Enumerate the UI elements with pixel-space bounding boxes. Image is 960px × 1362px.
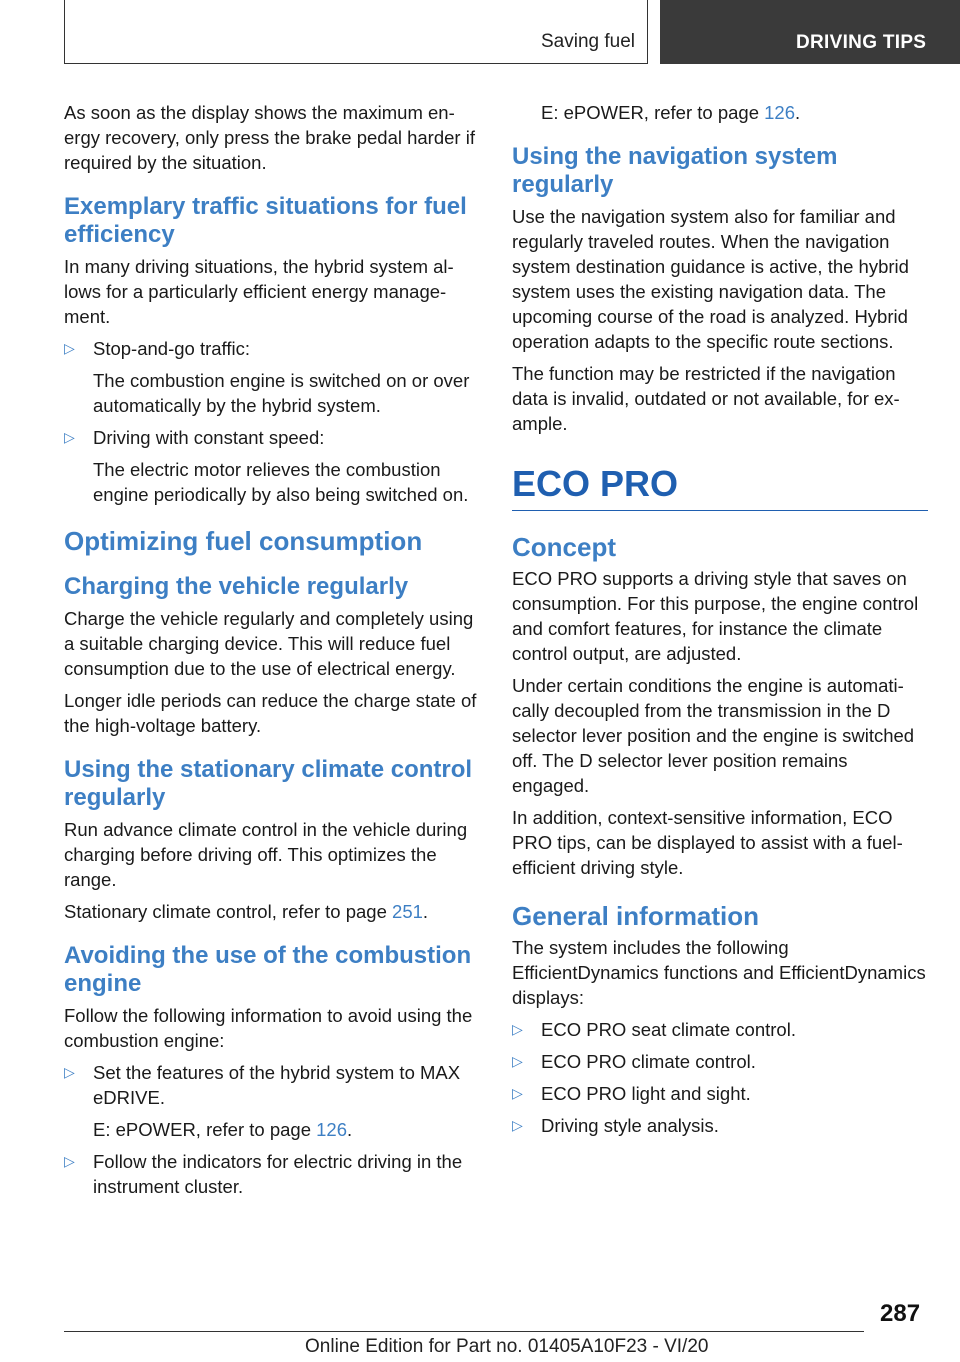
navigation-paragraph-1: Use the navigation system also for familiar and regularly traveled routes. When the navigation system destination guidance is active, the hybrid system uses the existing navigation data. The upcoming course of the road is analyzed. Hybrid operation adapts to the specific route sections. xyxy=(512,206,909,352)
optimizing-heading: Optimizing fuel consumption xyxy=(64,526,423,556)
list-item-text: ECO PRO light and sight. xyxy=(541,1083,751,1104)
header-section-box xyxy=(64,0,648,64)
triangle-bullet-icon: ▷ xyxy=(64,340,75,356)
navigation-paragraph-2: The function may be restricted if the navigation data is invalid, outdated or not available, for example. xyxy=(512,363,900,434)
stationary-ref-text: Stationary climate control, refer to page xyxy=(64,901,393,922)
list-item-text: Set the features of the hybrid system to MAX eDRIVE. xyxy=(93,1062,461,1108)
page-link-126[interactable]: 126 xyxy=(316,1119,347,1140)
left-column xyxy=(64,100,480,1206)
list-item-text: ECO PRO seat climate control. xyxy=(541,1019,796,1040)
stationary-ref: Stationary climate control, refer to page 251. xyxy=(64,901,429,922)
list-item-detail: The electric motor relieves the combustion engine periodically by also being switched on. xyxy=(93,459,469,505)
concept-heading: Concept xyxy=(512,532,616,562)
footer-divider xyxy=(64,1331,864,1332)
stationary-heading: Using the stationary climate control regularly xyxy=(64,756,473,811)
list-item-text: ECO PRO climate control. xyxy=(541,1051,756,1072)
list-item xyxy=(512,1081,928,1106)
footer-edition: Online Edition for Part no. 01405A10F23 - VI/20 xyxy=(305,1336,709,1357)
charging-paragraph-2: Longer idle periods can reduce the charge state of the high-voltage battery. xyxy=(64,690,477,736)
header-section-title: Saving fuel xyxy=(540,31,635,52)
page-number: 287 xyxy=(880,1300,921,1327)
triangle-bullet-icon: ▷ xyxy=(512,1117,523,1133)
list-item xyxy=(512,1113,928,1138)
triangle-bullet-icon: ▷ xyxy=(512,1021,523,1037)
list-item-title: Driving with constant speed: xyxy=(93,427,325,448)
list-item-ref-text: E: ePOWER, refer to page xyxy=(93,1119,317,1140)
concept-paragraph-2: Under certain conditions the engine is automatically decoupled from the transmission in the D selector lever position and the engine is switched off. The D selector lever position remains engaged. xyxy=(512,675,915,796)
list-item-detail: The combustion engine is switched on or over automatically by the hybrid system. xyxy=(93,370,470,416)
exemplary-list xyxy=(64,336,480,507)
list-item-title: Stop-and-go traffic: xyxy=(93,338,250,359)
triangle-bullet-icon: ▷ xyxy=(512,1085,523,1101)
charging-paragraph-1: Charge the vehicle regularly and completely using a suitable charging device. This will reduce fuel consumption due to the use of electrical energy. xyxy=(64,608,474,679)
header-chapter-title: DRIVING TIPS xyxy=(796,32,927,53)
list-item xyxy=(512,1049,928,1074)
list-item-text: Follow the indicators for electric driving in the instrument cluster. xyxy=(93,1151,463,1197)
triangle-bullet-icon: ▷ xyxy=(64,1064,75,1080)
avoid-paragraph: Follow the following information to avoid using the combustion engine: xyxy=(64,1005,473,1051)
list-item xyxy=(64,1060,480,1142)
triangle-bullet-icon: ▷ xyxy=(64,1153,75,1169)
header-chapter-tab xyxy=(660,0,960,64)
list-item xyxy=(512,1017,928,1042)
triangle-bullet-icon: ▷ xyxy=(64,429,75,445)
exemplary-heading: Exemplary traffic situations for fuel efficiency xyxy=(64,193,467,248)
continued-ref: E: ePOWER, refer to page 126. xyxy=(541,102,801,123)
triangle-bullet-icon: ▷ xyxy=(512,1053,523,1069)
eco-pro-chapter-title: ECO PRO xyxy=(512,464,928,511)
concept-paragraph-3: In addition, context-sensitive information, ECO PRO tips, can be displayed to assist with a fuel-efficient driving style. xyxy=(512,807,903,878)
page-link-126[interactable]: 126 xyxy=(764,102,795,123)
list-item-ref: E: ePOWER, refer to page 126. xyxy=(93,1119,353,1140)
general-information-heading: General information xyxy=(512,901,760,931)
avoid-list xyxy=(64,1060,480,1199)
general-information-paragraph: The system includes the following EfficientDynamics functions and EfficientDynamics displays: xyxy=(512,937,926,1008)
list-item-text: Driving style analysis. xyxy=(541,1115,719,1136)
right-column xyxy=(512,100,928,1145)
continued-ref-text: E: ePOWER, refer to page xyxy=(541,102,765,123)
list-item xyxy=(64,336,480,418)
concept-paragraph-1: ECO PRO supports a driving style that saves on consumption. For this purpose, the engine control and comfort features, for instance the climate control output, are adjusted. xyxy=(512,568,919,664)
avoid-heading: Avoiding the use of the combustion engine xyxy=(64,942,472,997)
list-item xyxy=(64,425,480,507)
list-item xyxy=(64,1149,480,1199)
page-link-251[interactable]: 251 xyxy=(392,901,423,922)
navigation-heading: Using the navigation system regularly xyxy=(512,143,838,198)
intro-paragraph: As soon as the display shows the maximum energy recovery, only press the brake pedal harder if required by the situation. xyxy=(64,102,475,173)
stationary-paragraph: Run advance climate control in the vehicle during charging before driving off. This optimizes the range. xyxy=(64,819,468,890)
charging-heading: Charging the vehicle regularly xyxy=(64,573,409,600)
exemplary-paragraph: In many driving situations, the hybrid system allows for a particularly efficient energy management. xyxy=(64,256,454,327)
general-information-list xyxy=(512,1017,928,1138)
